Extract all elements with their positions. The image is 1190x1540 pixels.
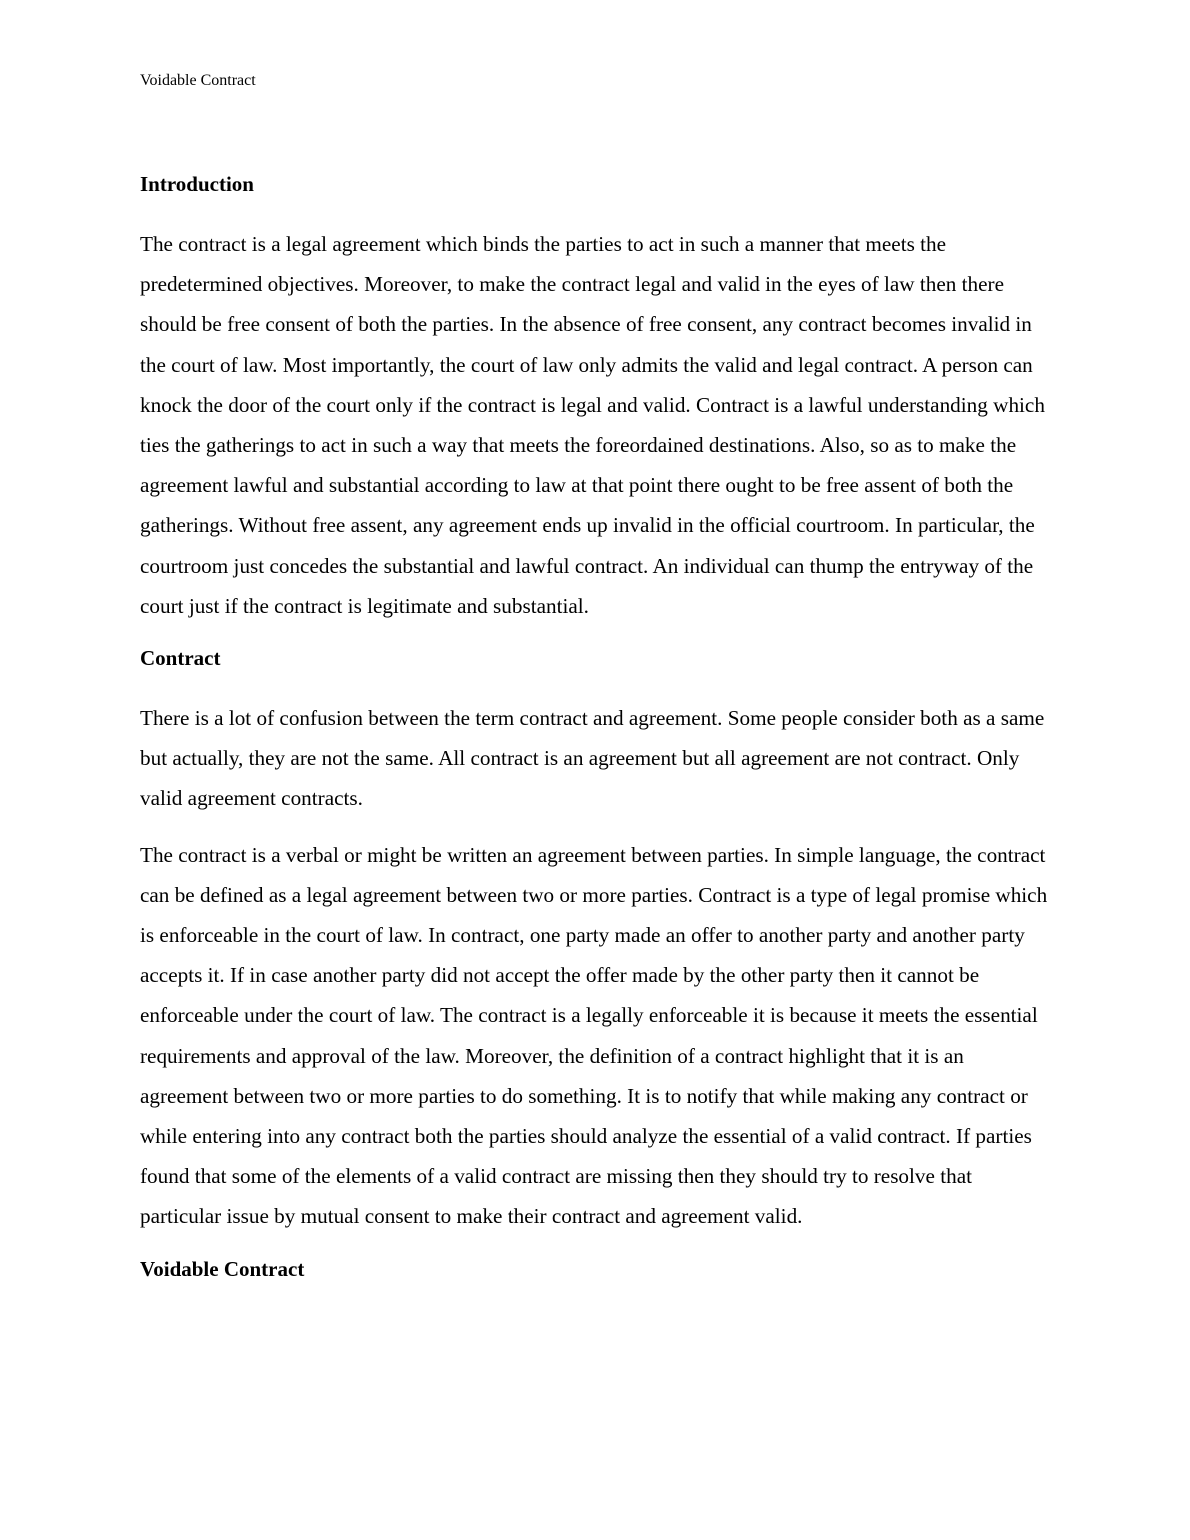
section-introduction (140, 168, 1052, 626)
section-voidable-contract (140, 1253, 1052, 1285)
paragraph: The contract is a legal agreement which binds the parties to act in such a manner that meets the predetermined objectives. Moreover, to make the contract legal and valid in the eyes of law then there should be free consent of both the parties. In the absence of free consent, any contract becomes invalid in the court of law. Most importantly, the court of law only admits the valid and legal contract. A person can knock the door of the court only if the contract is legal and valid. Contract is a lawful understanding which ties the gatherings to act in such a way that meets the foreordained destinations. Also, so as to make the agreement lawful and substantial according to law at that point there ought to be free assent of both the gatherings. Without free assent, any agreement ends up invalid in the official courtroom. In particular, the courtroom just concedes the substantial and lawful contract. An individual can thump the entryway of the court just if the contract is legitimate and substantial. (140, 232, 1045, 618)
section-heading: Contract (140, 646, 221, 671)
section-contract (140, 642, 1052, 1237)
paragraph: There is a lot of confusion between the term contract and agreement. Some people consider both as a same but actually, they are not the same. All contract is an agreement but all agreement are not contract. Only valid agreement contracts. (140, 706, 1045, 811)
running-header: Voidable Contract (140, 72, 256, 89)
section-heading: Introduction (140, 172, 254, 196)
paragraph: The contract is a verbal or might be written an agreement between parties. In simple language, the contract can be defined as a legal agreement between two or more parties. Contract is a type of legal promise which is enforceable in the court of law. In contract, one party made an offer to another party and another party accepts it. If in case another party did not accept the offer made by the other party then it cannot be enforceable under the court of law. The contract is a legally enforceable it is because it meets the essential requirements and approval of the law. Moreover, the definition of a contract highlight that it is an agreement between two or more parties to do something. It is to notify that while making any contract or while entering into any contract both the parties should analyze the essential of a valid contract. If parties found that some of the elements of a valid contract are missing then they should try to resolve that particular issue by mutual consent to make their contract and agreement valid. (140, 842, 1048, 1229)
document-body (140, 168, 1052, 1309)
section-heading: Voidable Contract (140, 1256, 305, 1281)
